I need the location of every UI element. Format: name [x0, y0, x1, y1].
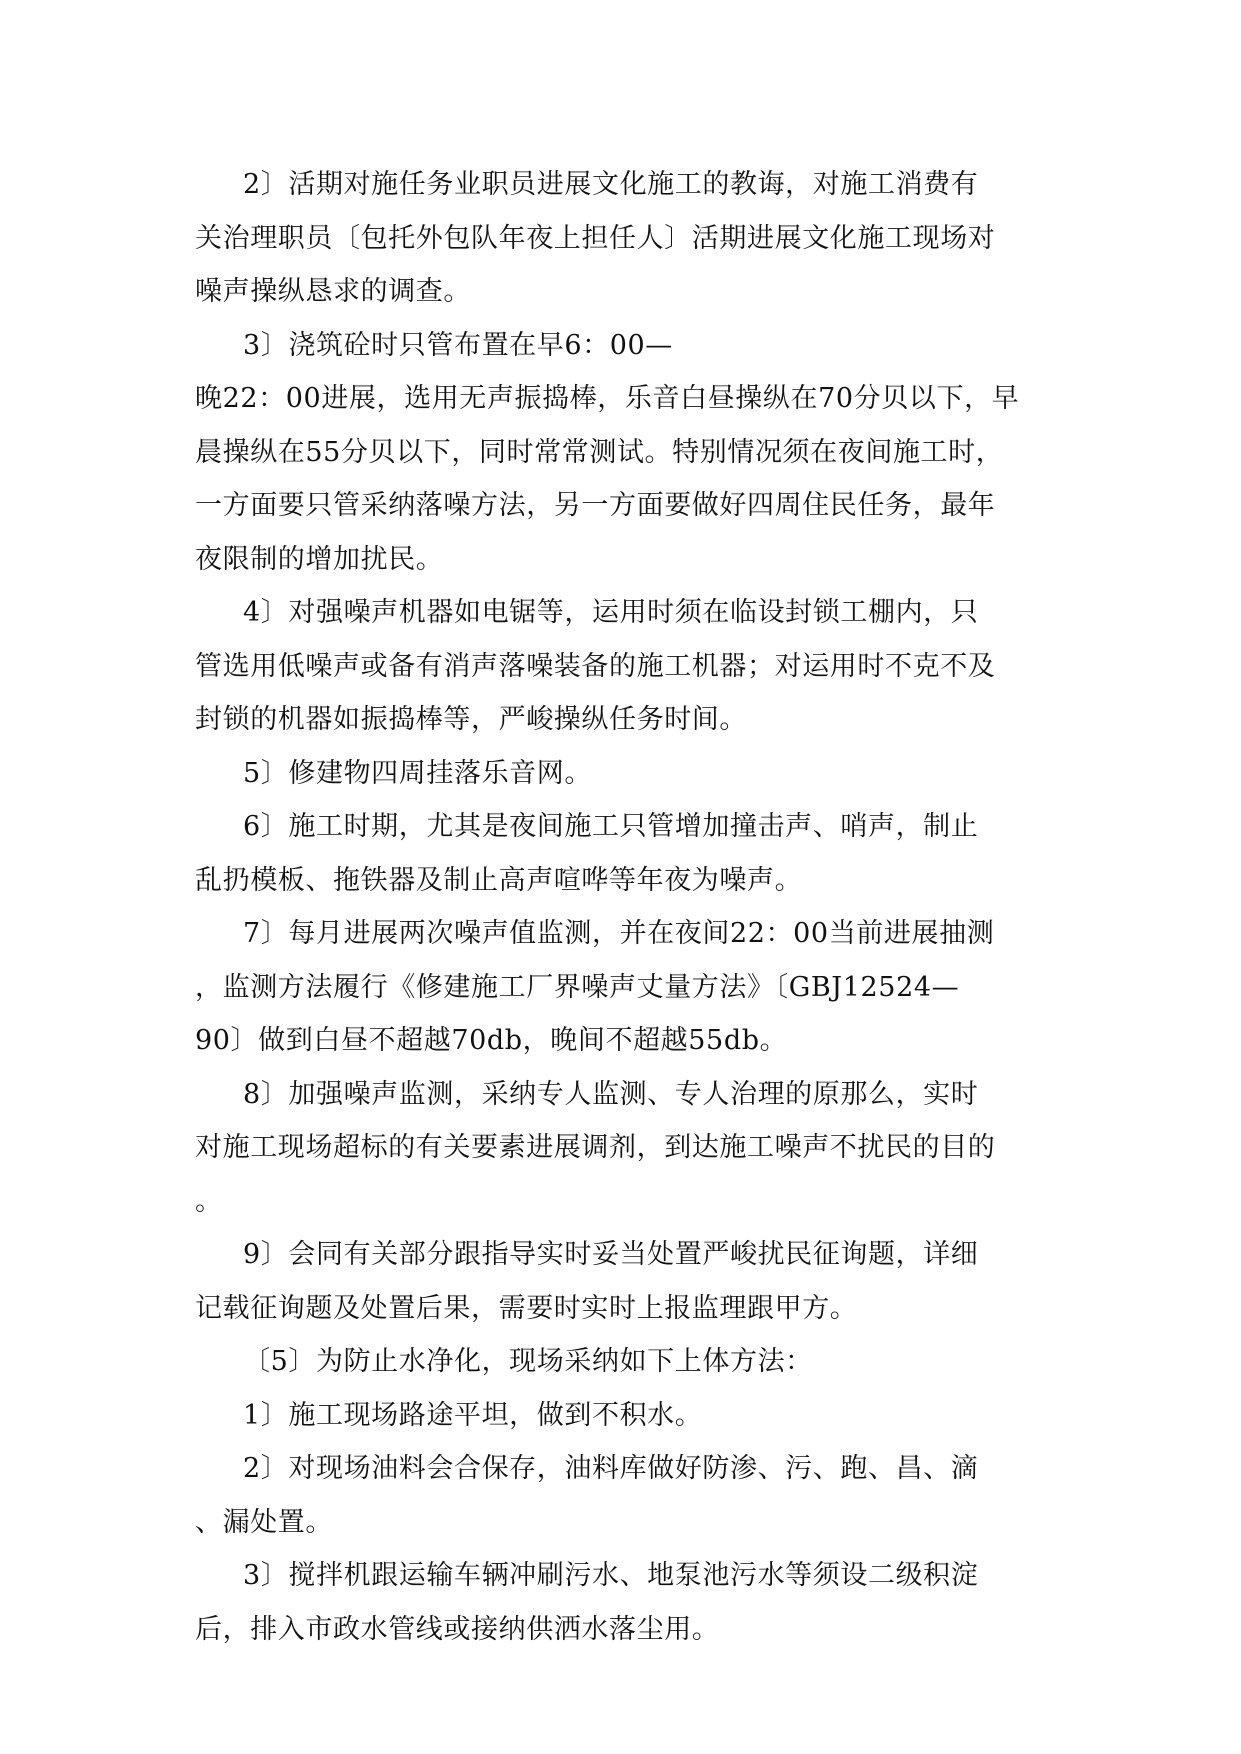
text-line: 晚22：00进展，选用无声振捣棒，乐音白昼操纵在70分贝以下，早 — [195, 383, 1020, 414]
text-line: 1〕施工现场路途平坦，做到不积水。 — [243, 1399, 703, 1431]
text-line: 噪声操纵恳求的调查。 — [195, 276, 471, 307]
text-line: 封锁的机器如振捣棒等，严峻操纵任务时间。 — [195, 704, 747, 735]
text-line: 7〕每月进展两次噪声值监测，并在夜间22：00当前进展抽测 — [243, 918, 995, 949]
text-line: 2〕活期对施任务业职员进展文化施工的教诲，对施工消费有 — [243, 169, 979, 200]
text-line: 关治理职员〔包托外包队年夜上担任人〕活期进展文化施工现场对 — [195, 222, 996, 254]
text-line: 6〕施工时期，尤其是夜间施工只管增加撞击声、哨声，制止 — [243, 811, 979, 842]
text-line: 4〕对强噪声机器如电锯等，运用时须在临设封锁工棚内，只 — [243, 597, 979, 628]
text-line: 记载征询题及处置后果，需要时实时上报监理跟甲方。 — [195, 1292, 858, 1324]
text-line: 乱扔模板、拖铁器及制止高声喧哗等年夜为噪声。 — [195, 864, 803, 896]
text-line: 。 — [195, 1185, 223, 1217]
text-line: 对施工现场超标的有关要素进展调剂，到达施工噪声不扰民的目的 — [195, 1132, 996, 1163]
text-line: 夜限制的增加扰民。 — [195, 543, 444, 575]
document-body — [195, 158, 1050, 1656]
text-line: 2〕对现场油料会合保存，油料库做好防渗、污、跑、昌、滴 — [243, 1453, 979, 1484]
text-line: 8〕加强噪声监测，采纳专人监测、专人治理的原那么，实时 — [243, 1078, 979, 1110]
text-line: 3〕浇筑砼时只管布置在早6：00— — [243, 329, 673, 361]
text-line: 后，排入市政水管线或接纳供洒水落尘用。 — [195, 1613, 720, 1645]
text-line: 3〕搅拌机跟运输车辆冲刷污水、地泵池污水等须设二级积淀 — [243, 1560, 979, 1591]
text-line: 管选用低噪声或备有消声落噪装备的施工机器；对运用时不克不及 — [195, 650, 996, 682]
text-line: 〔5〕为防止水净化，现场采纳如下上体方法： — [243, 1346, 813, 1377]
text-line: 90〕做到白昼不超越70db，晚间不超越55db。 — [195, 1025, 788, 1056]
text-line: 9〕会同有关部分跟指导实时妥当处置严峻扰民征询题，详细 — [243, 1239, 979, 1270]
text-line: ，监测方法履行《修建施工厂界噪声丈量方法》〔GBJ12524— — [195, 971, 960, 1003]
text-line: 5〕修建物四周挂落乐音网。 — [243, 757, 592, 789]
text-line: 晨操纵在55分贝以下，同时常常测试。特别情况须在夜间施工时， — [195, 436, 1004, 468]
text-line: 一方面要只管采纳落噪方法，另一方面要做好四周住民任务，最年 — [195, 490, 996, 521]
text-line: 、漏处置。 — [195, 1506, 333, 1538]
